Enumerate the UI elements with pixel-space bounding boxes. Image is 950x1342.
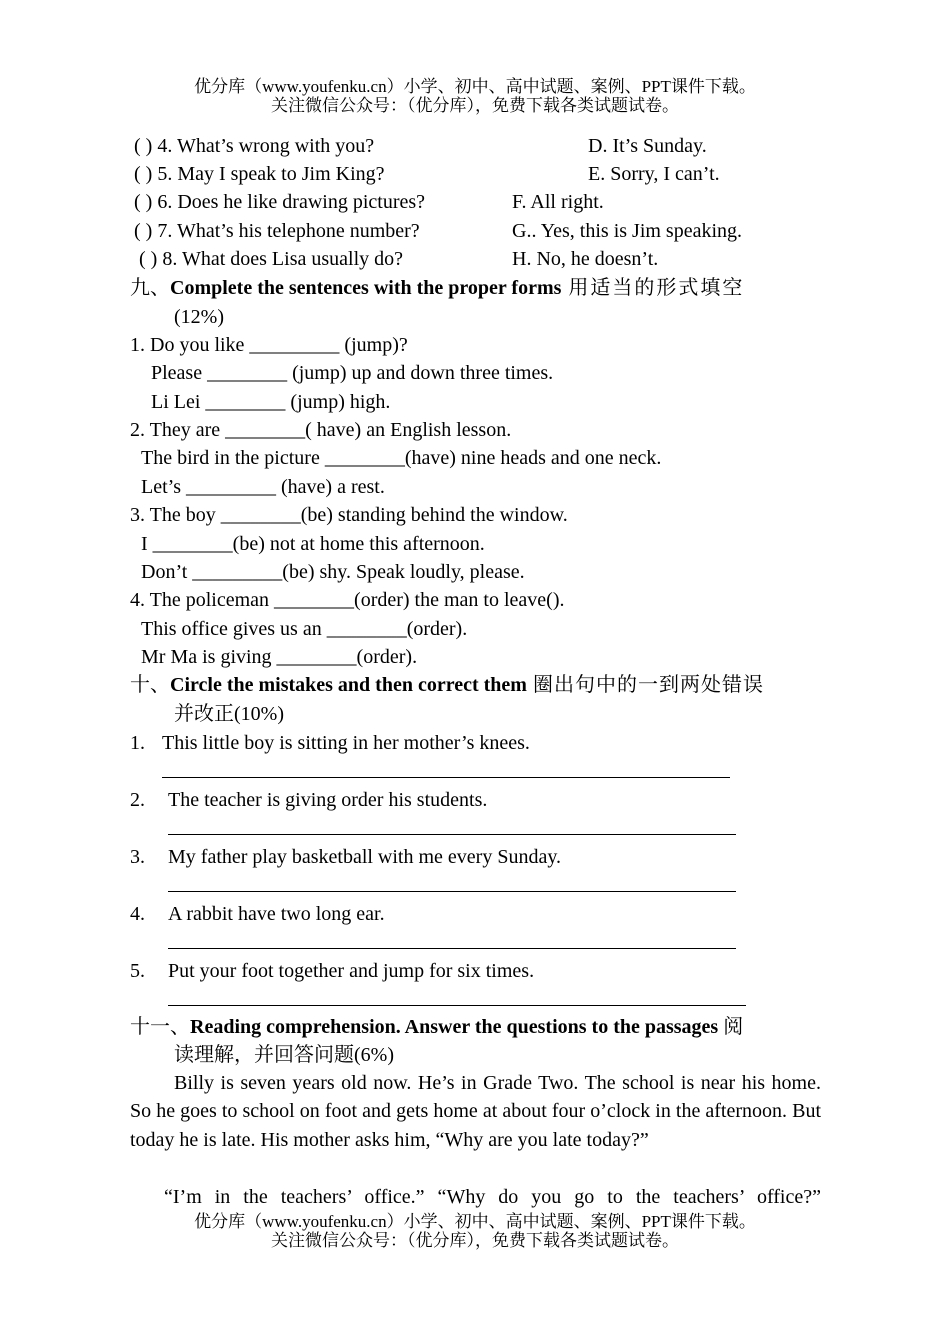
correction-2-number: 2.	[130, 789, 145, 811]
section-10-title-cn: 圈出句中的一到两处错误	[526, 674, 764, 696]
correction-5-number: 5.	[130, 960, 145, 982]
matching-answer-e: E. Sorry, I can’t.	[588, 163, 720, 185]
fill-line-8: I ________(be) not at home this afternoon.	[141, 533, 485, 555]
fill-line-6: Let’s _________ (have) a rest.	[141, 476, 385, 498]
matching-answer-h: H. No, he doesn’t.	[512, 248, 659, 270]
fill-line-12: Mr Ma is giving ________(order).	[141, 646, 418, 668]
section-11-subtitle: 读理解，并回答问题(6%)	[174, 1044, 394, 1066]
header-line-1: 优分库（www.youfenku.cn）小学、初中、高中试题、案例、PPT课件下载。	[194, 77, 756, 96]
answer-line-5	[168, 1005, 746, 1006]
fill-line-1: 1. Do you like _________ (jump)?	[130, 334, 408, 356]
matching-question-5: ( ) 5. May I speak to Jim King?	[134, 163, 385, 185]
correction-1-text: This little boy is sitting in her mother’s knees.	[162, 732, 530, 754]
matching-question-8: ( ) 8. What does Lisa usually do?	[139, 248, 404, 270]
reading-paragraph-2: “I’m in the teachers’ office.” “Why do you go to the teachers’ office?”	[164, 1186, 821, 1208]
section-9-heading	[130, 274, 820, 302]
section-11-heading	[130, 1013, 820, 1041]
correction-1-number: 1.	[130, 732, 145, 754]
answer-line-2	[168, 834, 736, 835]
page-footer	[0, 1212, 950, 1250]
section-9-score: (12%)	[174, 306, 224, 328]
answer-line-4	[168, 948, 736, 949]
answer-line-3	[168, 891, 736, 892]
matching-answer-f: F. All right.	[512, 191, 604, 213]
matching-question-4: ( ) 4. What’s wrong with you?	[134, 135, 375, 157]
section-11-title: Reading comprehension. Answer the questions to the passages	[190, 1016, 719, 1038]
fill-line-4: 2. They are ________( have) an English lesson.	[130, 419, 512, 441]
section-10-title: Circle the mistakes and then correct them	[170, 674, 527, 696]
section-9-number: 九、	[130, 277, 170, 299]
section-10-number: 十、	[130, 674, 170, 696]
correction-5-text: Put your foot together and jump for six times.	[168, 960, 535, 982]
section-9-title: Complete the sentences with the proper forms	[170, 277, 562, 299]
fill-line-9: Don’t _________(be) shy. Speak loudly, please.	[141, 561, 525, 583]
matching-question-6: ( ) 6. Does he like drawing pictures?	[134, 191, 426, 213]
fill-line-2: Please ________ (jump) up and down three times.	[151, 362, 554, 384]
footer-line-2: 关注微信公众号：（优分库），免费下载各类试题试卷。	[271, 1231, 679, 1250]
correction-2-text: The teacher is giving order his students.	[168, 789, 488, 811]
fill-line-10: 4. The policeman ________(order) the man to leave().	[130, 589, 565, 611]
fill-line-3: Li Lei ________ (jump) high.	[151, 391, 391, 413]
footer-line-1: 优分库（www.youfenku.cn）小学、初中、高中试题、案例、PPT课件下载。	[194, 1212, 756, 1231]
correction-3-text: My father play basketball with me every Sunday.	[168, 846, 562, 868]
matching-answer-d: D. It’s Sunday.	[588, 135, 707, 157]
matching-answer-g: G.. Yes, this is Jim speaking.	[512, 220, 743, 242]
answer-line-1	[162, 777, 730, 778]
fill-line-11: This office gives us an ________(order).	[141, 618, 468, 640]
matching-question-7: ( ) 7. What’s his telephone number?	[134, 220, 420, 242]
page-header	[0, 77, 950, 115]
correction-3-number: 3.	[130, 846, 145, 868]
fill-line-5: The bird in the picture ________(have) nine heads and one neck.	[141, 447, 662, 469]
section-10-heading	[130, 671, 820, 699]
header-line-2: 关注微信公众号：（优分库），免费下载各类试题试卷。	[271, 96, 679, 115]
correction-4-text: A rabbit have two long ear.	[168, 903, 385, 925]
correction-4-number: 4.	[130, 903, 145, 925]
section-9-title-cn: 用适当的形式填空	[561, 277, 745, 299]
section-11-title-cn: 阅	[718, 1016, 744, 1038]
section-10-subtitle: 并改正(10%)	[174, 703, 284, 725]
reading-paragraph-1: Billy is seven years old now. He’s in Grade Two. The school is near his home. So he goes to school on foot and gets home at about four o’clock in the afternoon. But today he is late. His mother asks him, “Why are you late today?”	[130, 1072, 821, 1151]
section-11-number: 十一、	[130, 1016, 190, 1038]
fill-line-7: 3. The boy ________(be) standing behind the window.	[130, 504, 568, 526]
